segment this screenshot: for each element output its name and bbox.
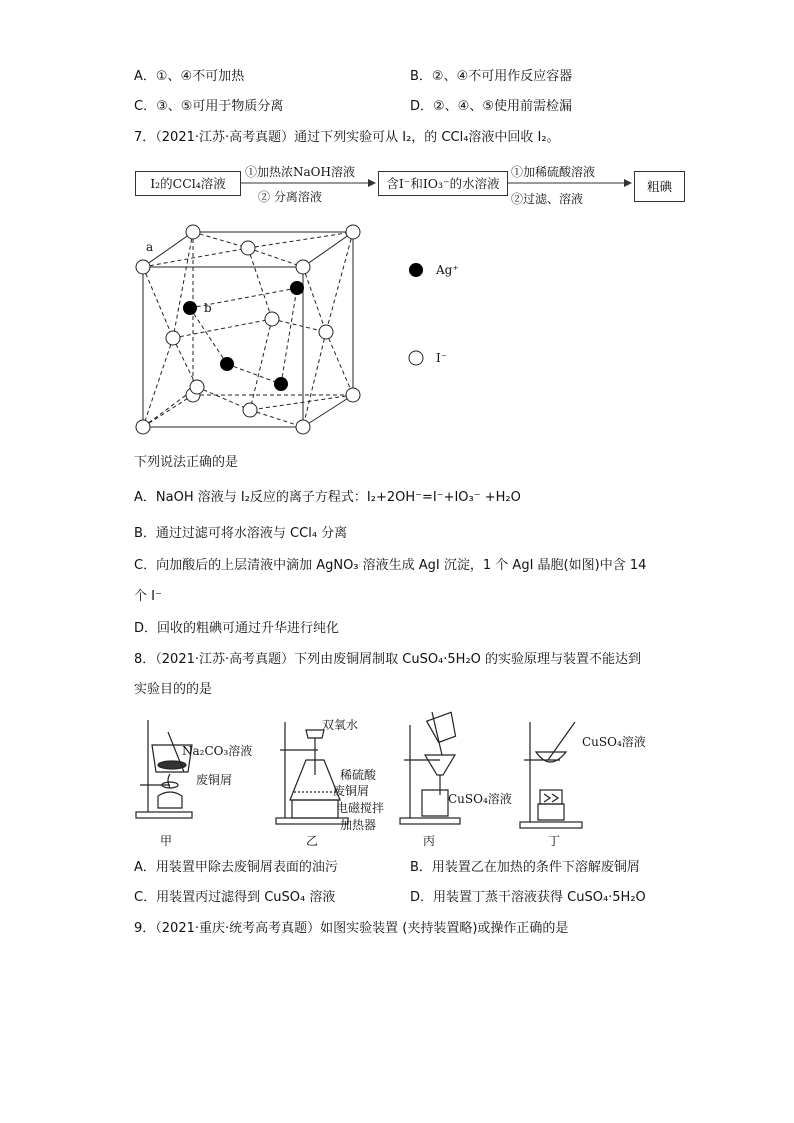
yi-label-3: 废铜屑 — [333, 784, 370, 798]
bing-name: 丙 — [423, 834, 436, 848]
apparatus-jia — [136, 720, 192, 818]
legend-ag-label: Ag⁺ — [436, 263, 459, 277]
flow-arrow1-top: ①加热浓NaOH溶液 — [245, 165, 355, 179]
q8-option-c: C．用装置丙过滤得到 CuSO₄ 溶液 — [134, 890, 336, 905]
q8-stem-2: 实验目的的是 — [134, 682, 213, 697]
flow-arrow2-top: ①加稀硫酸溶液 — [511, 165, 596, 179]
yi-label-1: 双氧水 — [322, 718, 359, 732]
yi-label-4: 电磁搅拌 — [336, 801, 385, 815]
q8-option-b: B．用装置乙在加热的条件下溶解废铜屑 — [410, 860, 640, 875]
q7-option-a: A．NaOH 溶液与 I₂反应的离子方程式：I₂+2OH⁻=I⁻+IO₃⁻ +H₂O — [134, 490, 521, 505]
q8-option-d: D．用装置丁蒸干溶液获得 CuSO₄·5H₂O — [410, 890, 646, 905]
q7-stem: 7．（2021·江苏·高考真题）通过下列实验可从 I₂，的 CCl₄溶液中回收 I₂。 — [134, 130, 560, 145]
jia-label-1: Na₂CO₃溶液 — [182, 744, 253, 758]
bing-label-1: CuSO₄溶液 — [448, 792, 512, 806]
crystal-label-a: a — [146, 240, 154, 254]
legend-i-label: I⁻ — [436, 351, 448, 365]
q8-stem-1: 8．（2021·江苏·高考真题）下列由废铜屑制取 CuSO₄·5H₂O 的实验原理与装置不能达到 — [134, 652, 642, 667]
jia-label-2: 废铜屑 — [196, 773, 233, 787]
q7-option-d: D．回收的粗碘可通过升华进行纯化 — [134, 621, 340, 636]
q7-question: 下列说法正确的是 — [134, 455, 239, 470]
flow-box-3: 粗碘 — [634, 171, 685, 202]
q6-option-a: A．①、④不可加热 — [134, 69, 245, 84]
apparatus-ding — [520, 722, 582, 828]
yi-label-5: 加热器 — [340, 818, 377, 832]
yi-label-2: 稀硫酸 — [340, 768, 377, 782]
q8-option-a: A．用装置甲除去废铜屑表面的油污 — [134, 860, 338, 875]
q7-option-b: B．通过过滤可将水溶液与 CCl₄ 分离 — [134, 526, 348, 541]
q7-option-c-cont: 个 I⁻ — [134, 589, 162, 604]
flow-arrow2-bottom: ②过滤、溶液 — [511, 192, 584, 206]
q7-option-c: C．向加酸后的上层清液中滴加 AgNO₃ 溶液生成 AgI 沉淀，1 个 AgI 晶胞(如图)中含 14 — [134, 558, 647, 573]
apparatus-bing — [400, 712, 460, 824]
flow-arrow1-bottom: ② 分离溶液 — [258, 190, 322, 204]
q6-option-d: D．②、④、⑤使用前需检漏 — [410, 99, 572, 114]
q6-option-c: C．③、⑤可用于物质分离 — [134, 99, 284, 114]
flow-box-1: I₂的CCl₄溶液 — [135, 171, 241, 196]
ding-name: 丁 — [548, 834, 561, 848]
ding-label-1: CuSO₄溶液 — [582, 735, 646, 749]
yi-name: 乙 — [306, 834, 319, 848]
crystal-label-b: b — [204, 301, 212, 315]
flow-box-2: 含I⁻和IO₃⁻的水溶液 — [378, 171, 508, 196]
q9-stem: 9．（2021·重庆·统考高考真题）如图实验装置 (夹持装置略)或操作正确的是 — [134, 921, 569, 936]
q6-option-b: B．②、④不可用作反应容器 — [410, 69, 573, 84]
jia-name: 甲 — [160, 834, 173, 848]
